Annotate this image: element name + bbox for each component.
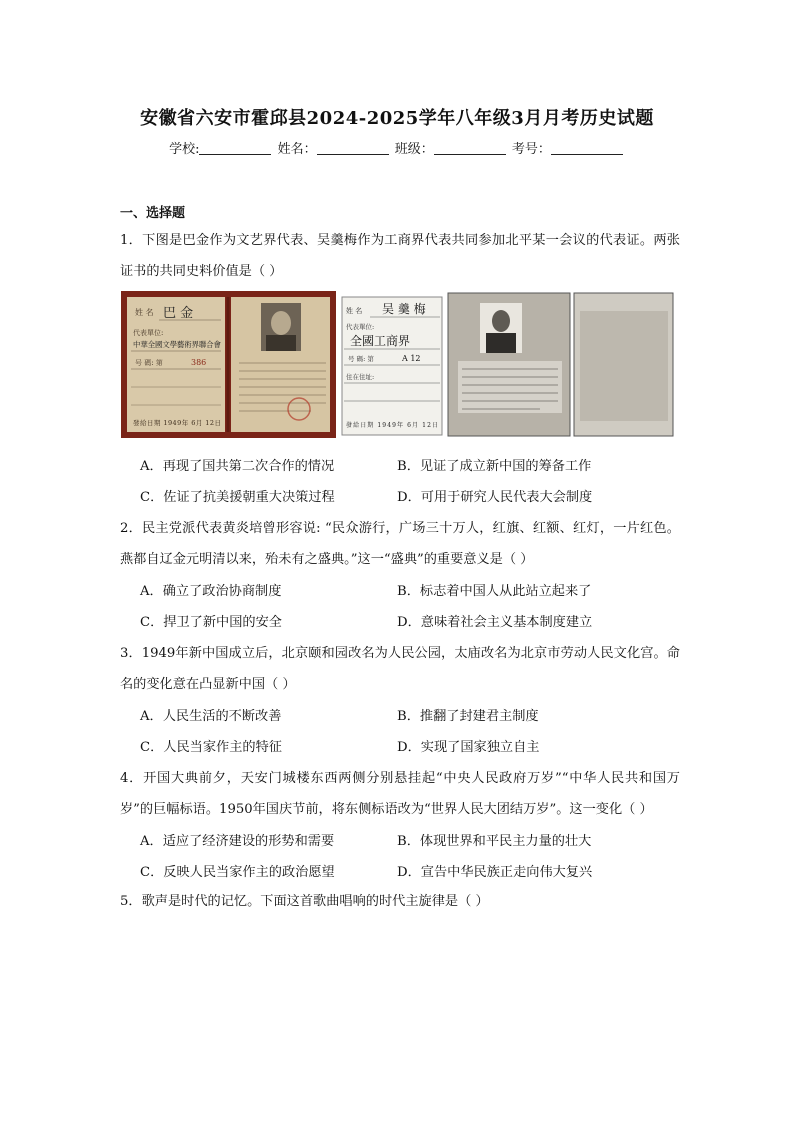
ba-jin-card bbox=[121, 291, 336, 438]
q2-option-b[interactable]: B．标志着中国人从此站立起来了 bbox=[397, 584, 592, 599]
q4-option-d[interactable]: D．宣告中华民族正走向伟大复兴 bbox=[397, 865, 593, 880]
section-heading: 一、选择题 bbox=[120, 206, 186, 221]
card1-unit: 中華全國文學藝術界聯合會 bbox=[133, 340, 221, 349]
card2-number: A 12 bbox=[402, 354, 421, 363]
question-2-stem: 2．民主党派代表黄炎培曾形容说: “民众游行，广场三十万人，红旗、红额、红灯，一片红色。燕都自辽金元明清以来，殆未有之盛典。”这一“盛典”的重要意义是（ ） bbox=[120, 521, 680, 567]
card2-unit-label: 代表單位: bbox=[346, 323, 375, 331]
q1-option-b[interactable]: B．见证了成立新中国的筹备工作 bbox=[397, 459, 592, 474]
card1-name-label: 姓 名 bbox=[135, 308, 154, 317]
card2-name-label: 姓 名 bbox=[346, 307, 363, 315]
card1-number: 386 bbox=[191, 358, 207, 367]
representative-cards-photo bbox=[121, 291, 675, 438]
card2-issue-date: 發給日期 1949年 6月 12日 bbox=[346, 422, 438, 429]
q4-option-c[interactable]: C．反映人民当家作主的政治愿望 bbox=[140, 865, 335, 880]
q1-option-d[interactable]: D．可用于研究人民代表大会制度 bbox=[397, 490, 593, 505]
school-label: 学校: bbox=[169, 142, 200, 157]
q4-option-a[interactable]: A．适应了经济建设的形势和需要 bbox=[140, 834, 335, 849]
q1-option-a[interactable]: A．再现了国共第二次合作的情况 bbox=[140, 459, 335, 474]
q3-option-b[interactable]: B．推翻了封建君主制度 bbox=[397, 709, 539, 724]
question-4-stem: 4．开国大典前夕，天安门城楼东西两侧分别悬挂起“中央人民政府万岁”“中华人民共和国万岁”的巨幅标语。1950年国庆节前，将东侧标语改为“世界人民大团结万岁”。这一变化（ ） bbox=[120, 771, 680, 817]
q3-option-d[interactable]: D．实现了国家独立自主 bbox=[397, 740, 540, 755]
class-blank[interactable] bbox=[434, 142, 506, 155]
q1-option-c[interactable]: C．佐证了抗美援朝重大决策过程 bbox=[140, 490, 335, 505]
card1-issue-date: 發給日期 1949年 6月 12日 bbox=[133, 419, 221, 427]
card2-unit: 全國工商界 bbox=[350, 334, 411, 348]
question-3-stem: 3．1949年新中国成立后，北京颐和园改名为人民公园，太庙改名为北京市劳动人民文化宫。命名的变化意在凸显新中国（ ） bbox=[120, 646, 680, 692]
exam-number-label: 考号： bbox=[511, 142, 551, 157]
page-title: 安徽省六安市霍邱县2024-2025学年八年级3月月考历史试题 bbox=[140, 108, 654, 129]
card2-number-label: 号 碼: 第 bbox=[348, 355, 374, 363]
card1-number-label: 号 碼: 第 bbox=[135, 359, 163, 367]
school-blank[interactable] bbox=[199, 142, 271, 155]
card2-name: 吴 羹 梅 bbox=[382, 302, 426, 316]
wu-gengmei-card bbox=[340, 291, 675, 438]
question-5-stem: 5．歌声是时代的记忆。下面这首歌曲唱响的时代主旋律是（ ） bbox=[120, 894, 489, 909]
card1-unit-label: 代表單位: bbox=[133, 329, 164, 337]
q2-option-a[interactable]: A．确立了政治协商制度 bbox=[140, 584, 282, 599]
name-blank[interactable] bbox=[317, 142, 389, 155]
q4-option-b[interactable]: B．体现世界和平民主力量的壮大 bbox=[397, 834, 592, 849]
question-1-stem: 1．下图是巴金作为文艺界代表、吴羹梅作为工商界代表共同参加北平某一会议的代表证。两张证书的共同史料价值是（ ） bbox=[120, 233, 680, 279]
name-label: 姓名： bbox=[277, 142, 317, 157]
card2-address-label: 住在住址: bbox=[346, 373, 375, 381]
exam-number-blank[interactable] bbox=[551, 142, 623, 155]
q3-option-a[interactable]: A．人民生活的不断改善 bbox=[140, 709, 282, 724]
q2-option-d[interactable]: D．意味着社会主义基本制度建立 bbox=[397, 615, 593, 630]
exam-info-line bbox=[0, 138, 794, 157]
q2-option-c[interactable]: C．捍卫了新中国的安全 bbox=[140, 615, 282, 630]
q3-option-c[interactable]: C．人民当家作主的特征 bbox=[140, 740, 282, 755]
card1-name: 巴 金 bbox=[163, 306, 194, 321]
class-label: 班级： bbox=[394, 142, 434, 157]
